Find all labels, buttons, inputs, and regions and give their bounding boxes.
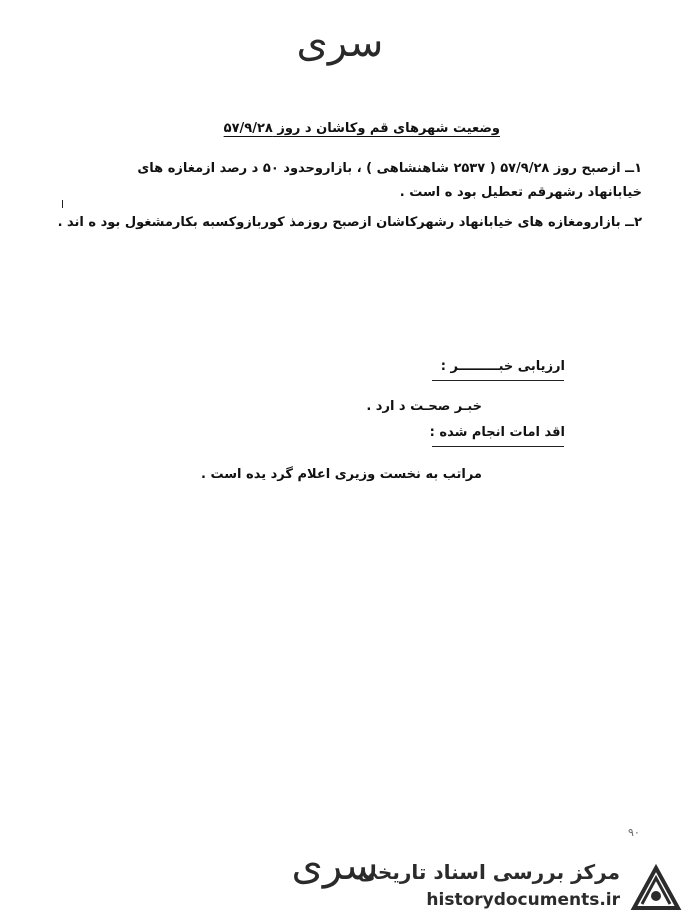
assessment-text: خبـر صحـت د ارد . [366, 399, 482, 414]
watermark-org-name: مرکز بررسی اسناد تاریخی [357, 860, 620, 884]
item-1-line-2: خیابانهاد رشهرقم تعطیل بود ه است . [399, 185, 642, 200]
actions-heading: اقد امات انجام شده : [429, 425, 565, 440]
actions-underline [432, 446, 564, 447]
assessment-underline [432, 380, 564, 381]
watermark [357, 860, 690, 918]
assessment-heading: ارزیابی خبـــــــــر : [440, 359, 565, 374]
actions-text: مراتب به نخست وزیری اعلام گرد یده است . [201, 467, 482, 482]
archive-logo-icon [628, 864, 684, 914]
watermark-site: historydocuments.ir [426, 890, 620, 910]
document-title: وضعیت شهرهای قم وکاشان د روز ۵۷/۹/۲۸ [223, 121, 500, 136]
classification-stamp-bottom: سری [291, 843, 379, 889]
page-corner-mark: ۹۰ [628, 826, 640, 839]
item-1-line-1: ۱ــ ازصبح روز ۵۷/۹/۲۸ ( ۲۵۳۷ شاهنشاهی ) ، بازاروحدود ۵۰ د رصد ازمغازه های [137, 161, 642, 176]
classification-stamp-top: سری [296, 20, 384, 66]
item-2: ۲ــ بازارومغازه های خیابانهاد رشهرکاشان ازصبح روزمذ کوربازوکسبه بکارمشغول بود ه اند . [57, 215, 642, 230]
stray-mark [62, 200, 63, 208]
